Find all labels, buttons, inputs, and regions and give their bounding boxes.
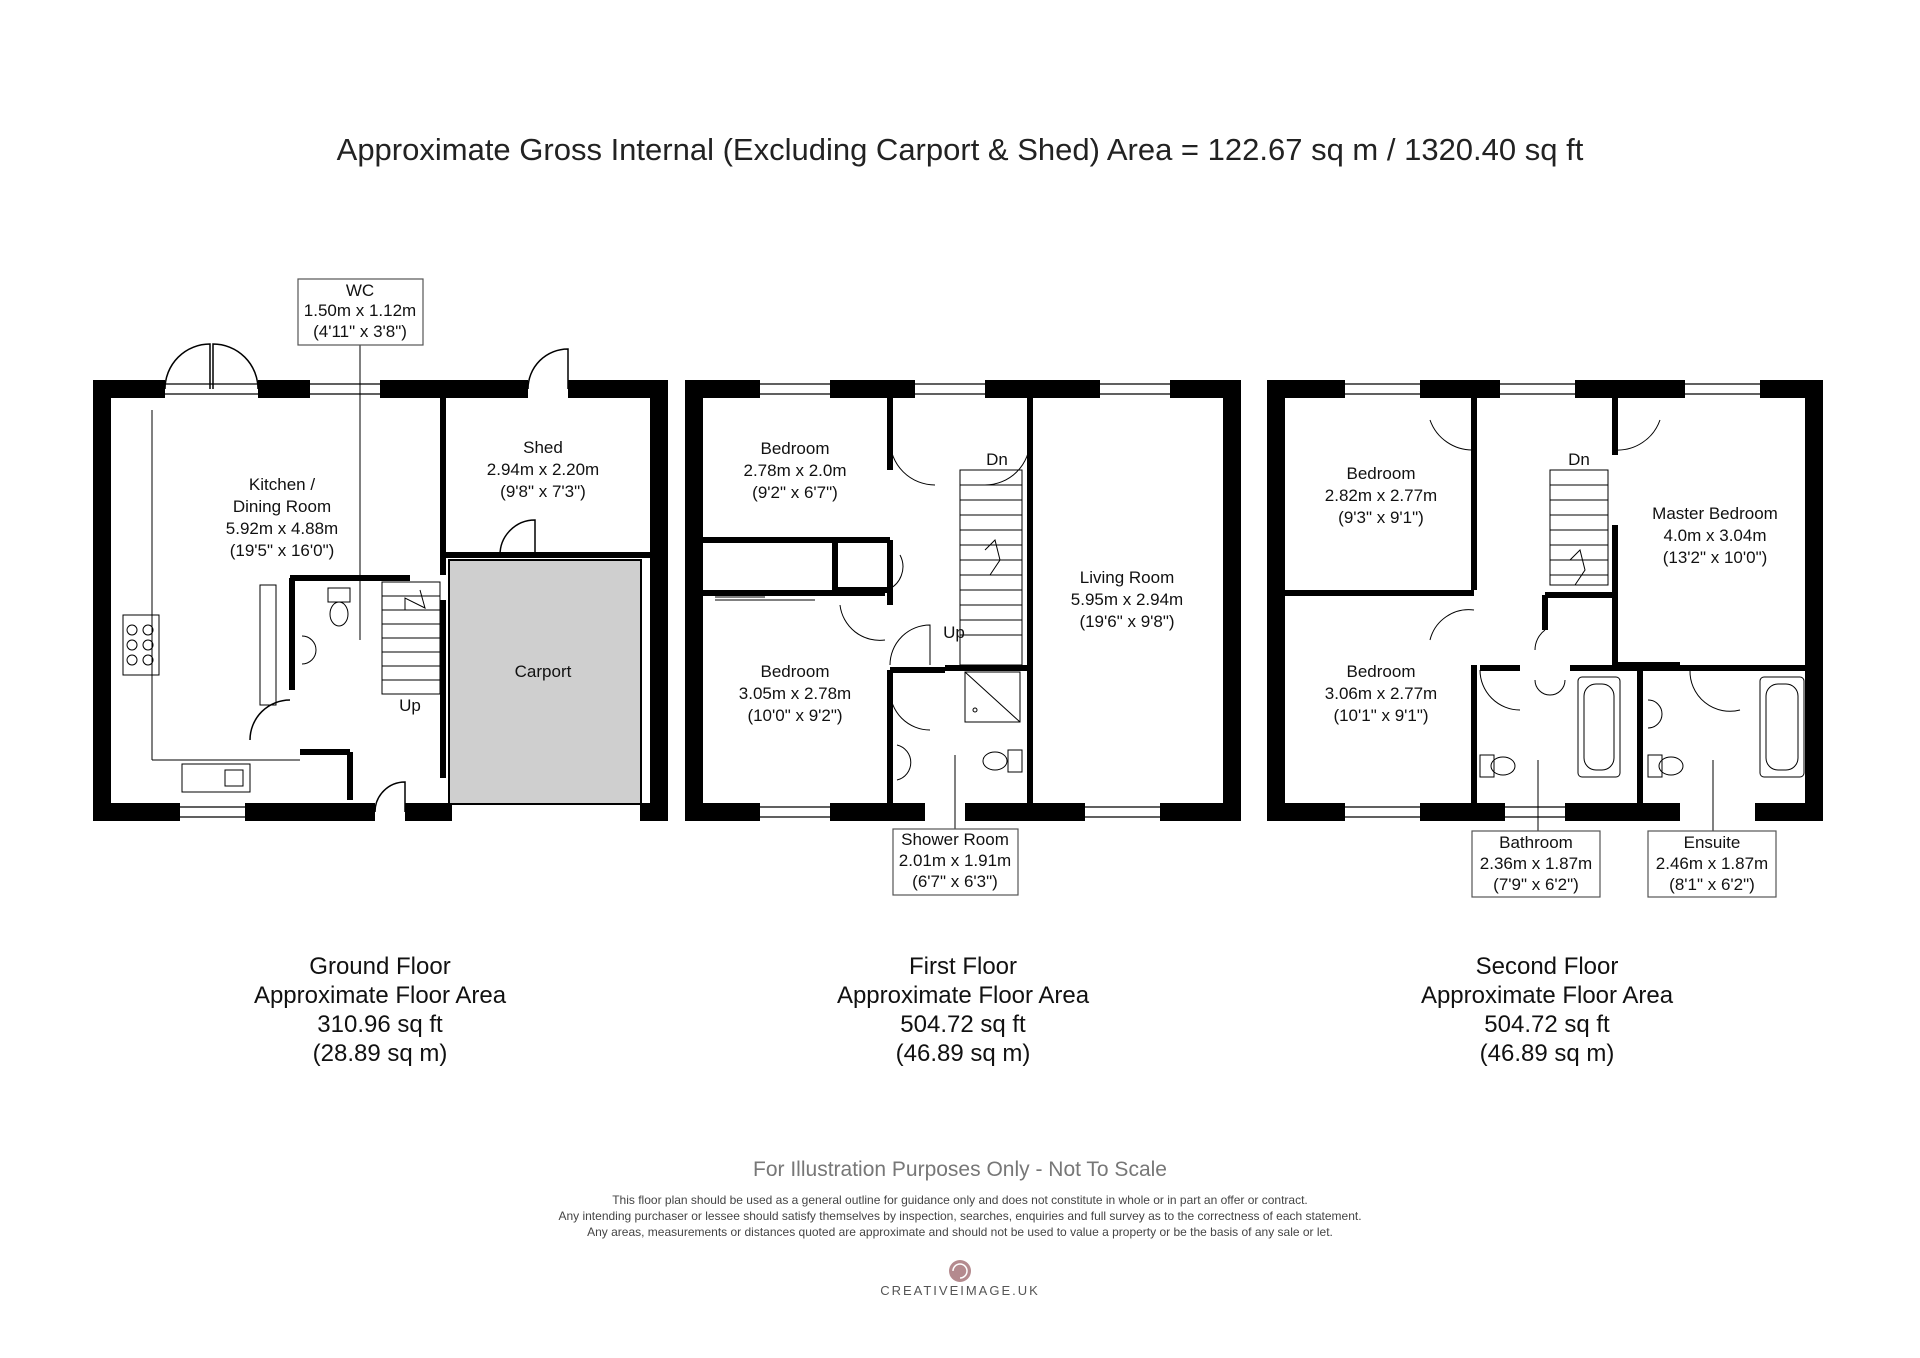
ff-bedroom-top-metric: 2.78m x 2.0m: [743, 461, 847, 480]
master-bedroom-imperial: (13'2" x 10'0"): [1662, 548, 1768, 567]
sf-bedroom-top-imperial: (9'3" x 9'1"): [1338, 508, 1424, 527]
ensuite-imperial: (8'1" x 6'2"): [1669, 875, 1755, 894]
disclaimer-heading: For Illustration Purposes Only - Not To Scale: [753, 1158, 1167, 1181]
sf-bedroom-top-metric: 2.82m x 2.77m: [1324, 486, 1438, 505]
shed-name: Shed: [523, 438, 563, 457]
floor-area-sqft: 504.72 sq ft: [1484, 1011, 1610, 1038]
floor-name: Ground Floor: [309, 953, 451, 980]
floor-area-sqft: 504.72 sq ft: [900, 1011, 1026, 1038]
ff-bedroom-bottom-imperial: (10'0" x 9'2"): [747, 706, 843, 725]
floor-area-sqm: (46.89 sq m): [895, 1040, 1031, 1067]
floor-name: First Floor: [909, 953, 1017, 980]
living-room-metric: 5.95m x 2.94m: [1070, 590, 1184, 609]
shed-imperial: (9'8" x 7'3"): [500, 482, 586, 501]
floor-area-sqm: (28.89 sq m): [312, 1040, 448, 1067]
bathroom-imperial: (7'9" x 6'2"): [1493, 875, 1579, 894]
master-bedroom-name: Master Bedroom: [1652, 504, 1778, 523]
wc-metric: 1.50m x 1.12m: [303, 301, 417, 320]
ensuite-name: Ensuite: [1683, 833, 1741, 852]
kitchen-name-1: Kitchen /: [248, 475, 316, 494]
floor-area-sqm: (46.89 sq m): [1479, 1040, 1615, 1067]
bathroom-name: Bathroom: [1499, 833, 1573, 852]
brand-logo-icon: [949, 1260, 971, 1282]
disclaimer-line-3: Any areas, measurements or distances quoted are approximate and should not be used to value a property or be the basis of any sale or let.: [587, 1225, 1333, 1239]
ground-floor-caption: [160, 952, 600, 1068]
sf-bedroom-bottom-imperial: (10'1" x 9'1"): [1333, 706, 1429, 725]
second-floor-plan: [1276, 384, 1814, 817]
floor-area-label: Approximate Floor Area: [836, 982, 1090, 1009]
disclaimer-line-1: This floor plan should be used as a general outline for guidance only and does not constitute in whole or in part an offer or contract.: [612, 1193, 1308, 1207]
brand-name: CREATIVEIMAGE.UK: [880, 1283, 1040, 1298]
disclaimer-line-2: Any intending purchaser or lessee should satisfy themselves by inspection, searches, enquiries and full survey as to the correctness of each statement.: [558, 1209, 1362, 1223]
shower-room-name: Shower Room: [901, 830, 1009, 849]
shed-metric: 2.94m x 2.20m: [486, 460, 600, 479]
disclaimer-text: [0, 1192, 1920, 1240]
floor-area-label: Approximate Floor Area: [1420, 982, 1674, 1009]
bathroom-metric: 2.36m x 1.87m: [1479, 854, 1593, 873]
shower-room-imperial: (6'7" x 6'3"): [912, 872, 998, 891]
ensuite-metric: 2.46m x 1.87m: [1655, 854, 1769, 873]
kitchen-imperial: (19'5" x 16'0"): [229, 541, 335, 560]
ff-bedroom-bottom-metric: 3.05m x 2.78m: [738, 684, 852, 703]
living-room-name: Living Room: [1079, 568, 1175, 587]
floor-area-label: Approximate Floor Area: [253, 982, 507, 1009]
first-floor-caption: [743, 952, 1183, 1068]
kitchen-metric: 5.92m x 4.88m: [225, 519, 339, 538]
gf-stairs-up: Up: [399, 696, 421, 715]
carport-name: Carport: [514, 662, 572, 681]
living-room-imperial: (19'6" x 9'8"): [1079, 612, 1175, 631]
wc-imperial: (4'11" x 3'8"): [313, 322, 407, 341]
floor-name: Second Floor: [1475, 953, 1619, 980]
ground-floor-plan: [102, 344, 659, 817]
wc-name: WC: [345, 281, 375, 300]
sf-bedroom-bottom-metric: 3.06m x 2.77m: [1324, 684, 1438, 703]
floor-area-sqft: 310.96 sq ft: [317, 1011, 443, 1038]
ff-bedroom-top-imperial: (9'2" x 6'7"): [752, 483, 838, 502]
ff-stairs-down: Dn: [986, 450, 1008, 469]
second-floor-caption: [1327, 952, 1767, 1068]
kitchen-name-2: Dining Room: [232, 497, 332, 516]
sf-bedroom-top-name: Bedroom: [1346, 464, 1416, 483]
ff-bedroom-top-name: Bedroom: [760, 439, 830, 458]
page-title: Approximate Gross Internal (Excluding Carport & Shed) Area = 122.67 sq m / 1320.40 sq ft: [336, 132, 1584, 167]
ff-stairs-up: Up: [943, 623, 965, 642]
sf-stairs-down: Dn: [1568, 450, 1590, 469]
sf-bedroom-bottom-name: Bedroom: [1346, 662, 1416, 681]
shower-room-metric: 2.01m x 1.91m: [898, 851, 1012, 870]
master-bedroom-metric: 4.0m x 3.04m: [1663, 526, 1767, 545]
ff-bedroom-bottom-name: Bedroom: [760, 662, 830, 681]
